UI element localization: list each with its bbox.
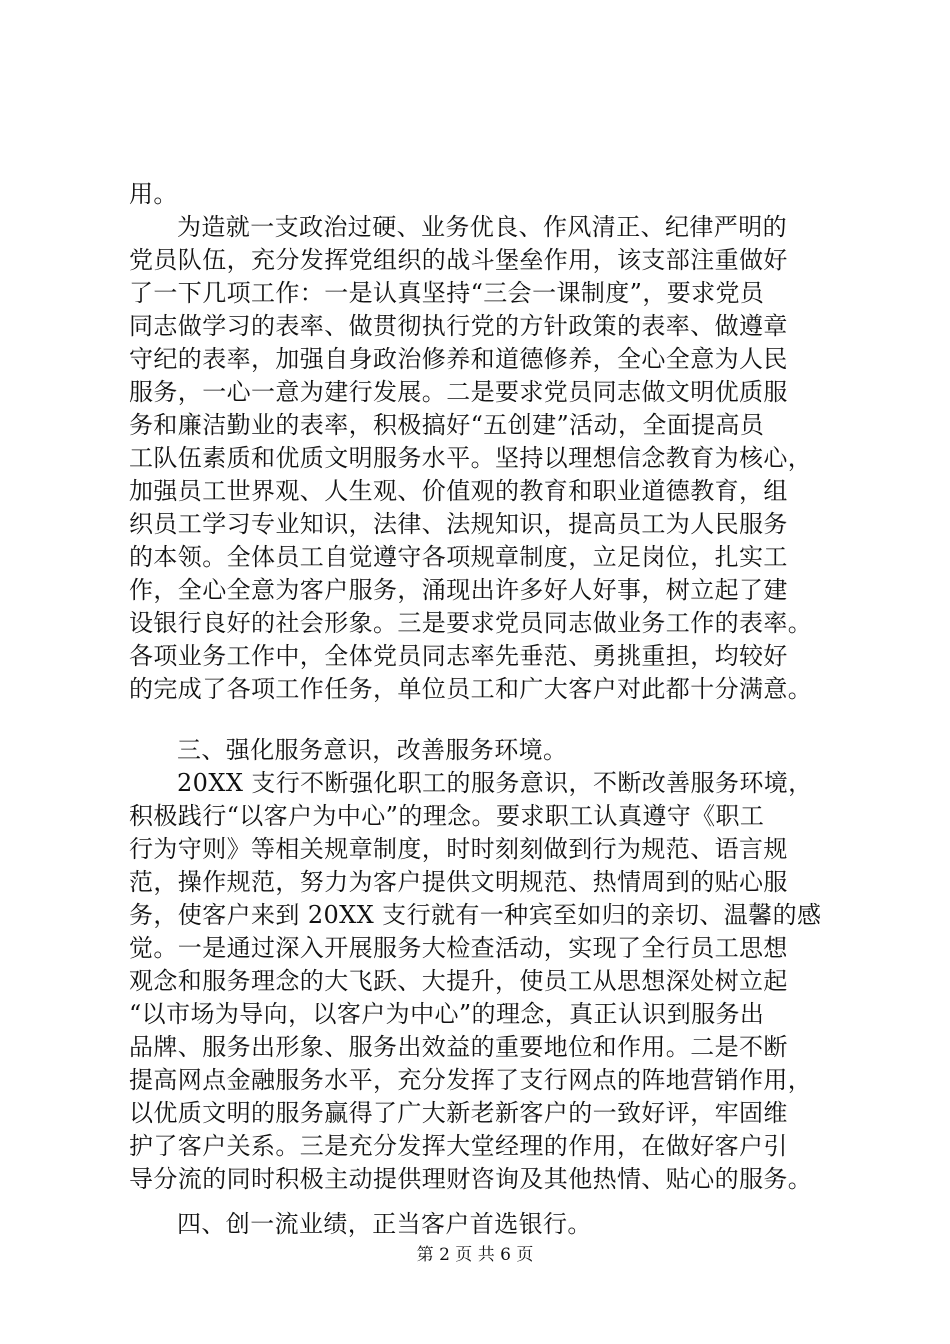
text-line: 20XX 支行不断强化职工的服务意识，不断改善服务环境， (177, 769, 813, 797)
text-line: 同志做学习的表率、做贯彻执行党的方针政策的表率、做遵章 (129, 312, 788, 340)
text-line: 织员工学习专业知识，法律、法规知识，提高员工为人民服务 (129, 510, 788, 538)
text-line: 提高网点金融服务水平，充分发挥了支行网点的阵地营销作用， (129, 1066, 813, 1094)
text-line: 各项业务工作中，全体党员同志率先垂范、勇挑重担，均较好 (129, 642, 788, 670)
text-line: 为造就一支政治过硬、业务优良、作风清正、纪律严明的 (177, 213, 787, 241)
text-line: 导分流的同时积极主动提供理财咨询及其他热情、贴心的服务。 (129, 1165, 813, 1193)
page-number-footer: 第 2 页 共 6 页 (416, 1245, 534, 1265)
text-line: 范，操作规范，努力为客户提供文明规范、热情周到的贴心服 (129, 868, 788, 896)
text-line: 设银行良好的社会形象。三是要求党员同志做业务工作的表率。 (129, 609, 813, 637)
text-line: 党员队伍，充分发挥党组织的战斗堡垒作用，该支部注重做好 (129, 246, 788, 274)
text-line: 以优质文明的服务赢得了广大新老新客户的一致好评，牢固维 (129, 1099, 788, 1127)
text-line: 的完成了各项工作任务，单位员工和广大客户对此都十分满意。 (129, 675, 813, 703)
text-line: 用。 (129, 180, 178, 208)
text-line: 的本领。全体员工自觉遵守各项规章制度，立足岗位，扎实工 (129, 543, 788, 571)
text-line: 加强员工世界观、人生观、价值观的教育和职业道德教育，组 (129, 477, 788, 505)
text-line: 觉。一是通过深入开展服务大检查活动，实现了全行员工思想 (129, 934, 788, 962)
text-line: 务和廉洁勤业的表率，积极搞好“五创建”活动，全面提高员 (129, 411, 765, 439)
text-line: 观念和服务理念的大飞跃、大提升，使员工从思想深处树立起 (129, 967, 788, 995)
text-line: 品牌、服务出形象、服务出效益的重要地位和作用。二是不断 (129, 1033, 788, 1061)
section-heading: 三、强化服务意识，改善服务环境。 (177, 736, 568, 764)
text-line: “以市场为导向，以客户为中心”的理念，真正认识到服务出 (129, 1000, 765, 1028)
text-line: 行为守则》等相关规章制度，时时刻刻做到行为规范、语言规 (129, 835, 788, 863)
text-line: 服务，一心一意为建行发展。二是要求党员同志做文明优质服 (129, 378, 788, 406)
text-line: 护了客户关系。三是充分发挥大堂经理的作用，在做好客户引 (129, 1132, 788, 1160)
text-line: 工队伍素质和优质文明服务水平。坚持以理想信念教育为核心， (129, 444, 813, 472)
text-line: 积极践行“以客户为中心”的理念。要求职工认真遵守《职工 (129, 802, 765, 830)
text-line: 务，使客户来到 20XX 支行就有一种宾至如归的亲切、温馨的感 (129, 901, 822, 929)
section-heading: 四、创一流业绩，正当客户首选银行。 (177, 1210, 592, 1238)
text-line: 了一下几项工作：一是认真坚持“三会一课制度”，要求党员 (129, 279, 765, 307)
text-line: 守纪的表率，加强自身政治修养和道德修养，全心全意为人民 (129, 345, 788, 373)
text-line: 作，全心全意为客户服务，涌现出许多好人好事，树立起了建 (129, 576, 788, 604)
